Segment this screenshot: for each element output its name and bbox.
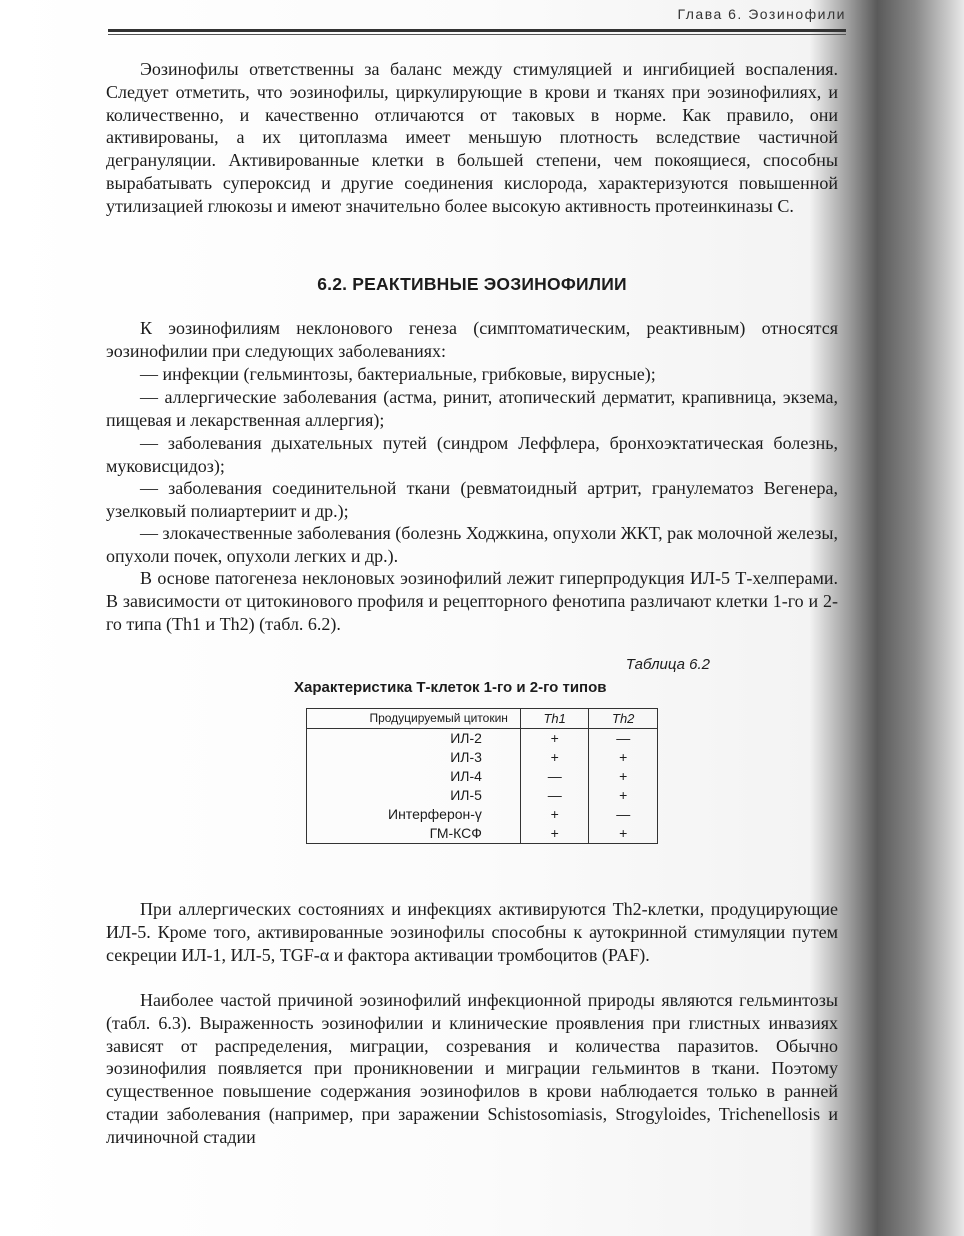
cytokine-table <box>306 708 658 844</box>
list-item <box>106 522 838 568</box>
table-caption: Таблица 6.2 <box>625 656 710 673</box>
list-item <box>106 363 838 386</box>
paragraph-3 <box>106 898 838 966</box>
table-cell: + <box>589 767 658 786</box>
table-row <box>307 729 658 749</box>
table-row <box>307 824 658 844</box>
intro-paragraph <box>106 317 838 363</box>
table-header-cell: Th2 <box>589 709 658 729</box>
list-item-text: — аллергические заболевания (астма, ринит, атопический дерматит, крапивница, экзема, пищевая и лекарственная аллергия); <box>106 387 838 430</box>
list-item-text: — злокачественные заболевания (болезнь Ходжкина, опухоли ЖКТ, рак молочной железы, опухоли почек, опухоли легких и др.). <box>106 523 838 566</box>
header-rule <box>108 29 846 32</box>
table-row <box>307 748 658 767</box>
paragraph-4 <box>106 989 838 1149</box>
paragraph-2 <box>106 567 838 635</box>
table-cell: Интерферон-γ <box>307 805 521 824</box>
list-item-text: — заболевания соединительной ткани (ревматоидный артрит, гранулематоз Вегенера, узелковый полиартериит и др.); <box>106 478 838 521</box>
table-cell: — <box>520 786 589 805</box>
paragraph-4-text: Наиболее частой причиной эозинофилий инфекционной природы являются гельминтозы (табл. 6.3). Выраженность эозинофилии и клинические проявления при глистных инвазиях зависят от распределения, миграции, созревания и количества паразитов. Обычно эозинофилия появляется при проникновении и миграции гельминтов в ткани. Поэтому существенное повышение содержания эозинофилов в крови наблюдается только в ранней стадии заболевания (например, при заражении Schistosomiasis, Strogyloides, Trichenellosis и личиночной стадии <box>106 990 838 1147</box>
list-item <box>106 432 838 478</box>
table-cell: + <box>520 729 589 749</box>
paragraph-1 <box>106 58 838 218</box>
table-header-cell: Th1 <box>520 709 589 729</box>
list-item-text: — заболевания дыхательных путей (синдром Леффлера, бронхоэктатическая болезнь, муковисцидоз); <box>106 433 838 476</box>
table-header-cell: Продуцируемый цитокин <box>307 709 521 729</box>
paragraph-2-text: В основе патогенеза неклоновых эозинофилий лежит гиперпродукция ИЛ-5 Т-хелперами. В зависимости от цитокинового профиля и рецепторного фенотипа различают клетки 1-го и 2-го типа (Th1 и Th2) (табл. 6.2). <box>106 568 838 634</box>
table-cell: ИЛ-5 <box>307 786 521 805</box>
list-item <box>106 477 838 523</box>
header-rule-thin <box>108 34 846 35</box>
table-cell: ИЛ-4 <box>307 767 521 786</box>
table-cell: — <box>589 805 658 824</box>
table-row <box>307 805 658 824</box>
table-cell: — <box>520 767 589 786</box>
paragraph-3-text: При аллергических состояниях и инфекциях активируются Th2-клетки, продуцирующие ИЛ-5. Кроме того, активированные эозинофилы способны к аутокринной стимуляции путем секреции ИЛ-1, ИЛ-5, TGF-α и фактора активации тромбоцитов (PAF). <box>106 899 838 965</box>
table-title: Характеристика Т-клеток 1-го и 2-го типов <box>294 679 607 696</box>
section-title: 6.2. РЕАКТИВНЫЕ ЭОЗИНОФИЛИИ <box>317 274 627 294</box>
running-header: Глава 6. Эозинофили <box>677 6 846 22</box>
table-header-row <box>307 709 658 729</box>
intro-paragraph-text: К эозинофилиям неклонового генеза (симптоматическим, реактивным) относятся эозинофилии при следующих заболеваниях: <box>106 318 838 361</box>
table-cell: + <box>589 748 658 767</box>
table-cell: — <box>589 729 658 749</box>
table-cell: + <box>520 824 589 844</box>
table-cell: + <box>589 786 658 805</box>
table-row <box>307 786 658 805</box>
table-cell: ИЛ-2 <box>307 729 521 749</box>
table-cell: + <box>520 748 589 767</box>
table-cell: + <box>520 805 589 824</box>
table-cell: ГМ-КСФ <box>307 824 521 844</box>
list-item-text: — инфекции (гельминтозы, бактериальные, грибковые, вирусные); <box>140 364 656 384</box>
table-cell: ИЛ-3 <box>307 748 521 767</box>
paragraph-1-text: Эозинофилы ответственны за баланс между стимуляцией и ингибицией воспаления. Следует отметить, что эозинофилы, циркулирующие в крови и тканях при эозинофилиях, и количественно, и качественно отличаются от таковых в норме. Как правило, они активированы, а их цитоплазма имеет меньшую плотность вследствие частичной дегрануляции. Активированные клетки в большей степени, чем покоящиеся, способны вырабатывать супероксид и другие соединения кислорода, характеризуются повышенной утилизацией глюкозы и имеют значительно более высокую активность протеинкиназы С. <box>106 59 838 216</box>
list-item <box>106 386 838 432</box>
table-row <box>307 767 658 786</box>
table-cell: + <box>589 824 658 844</box>
